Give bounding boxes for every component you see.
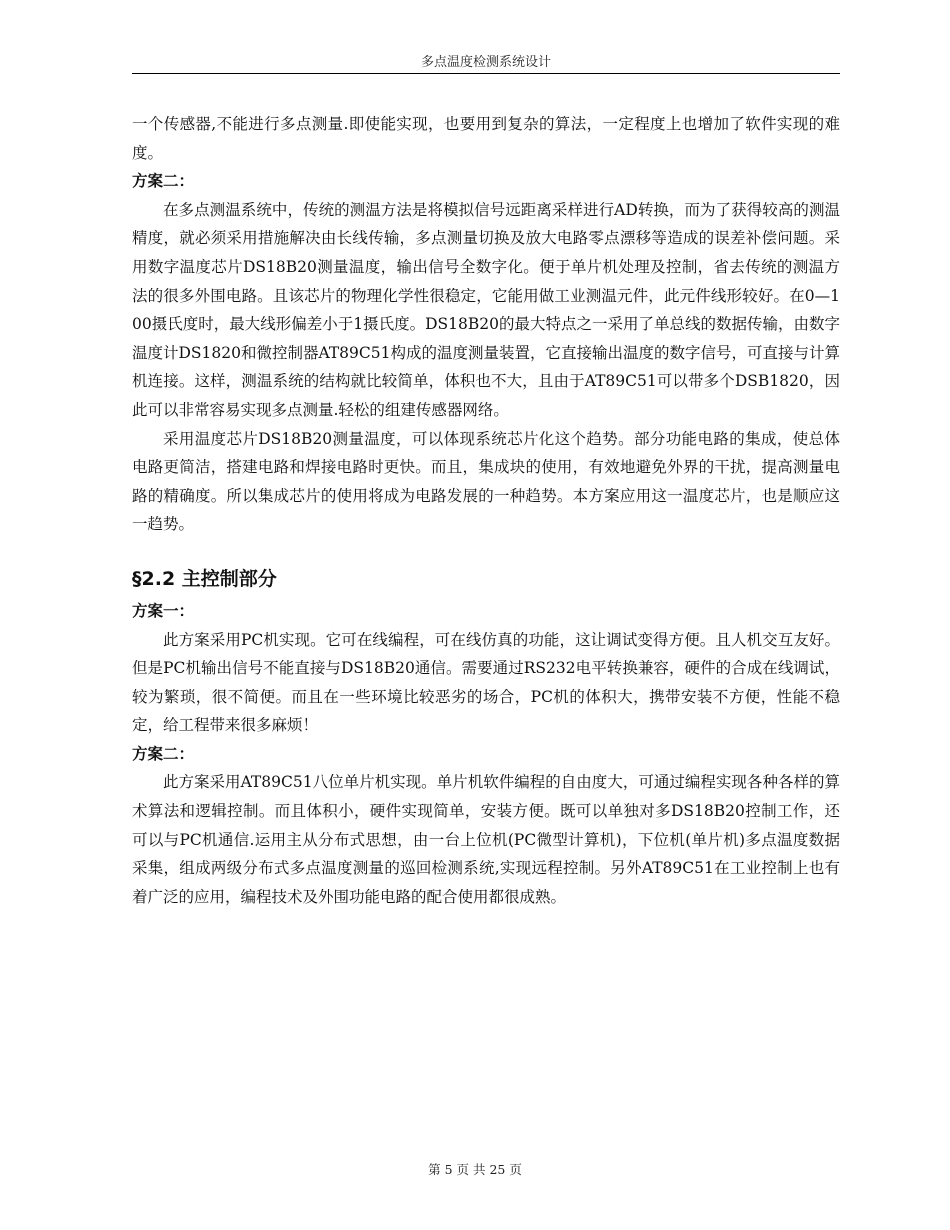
paragraph-plan-one-pc: 此方案采用PC机实现。它可在线编程，可在线仿真的功能，这让调试变得方便。且人机交互友好。但是PC机输出信号不能直接与DS18B20通信。需要通过RS232电平转换兼容，硬件的合成在线调试，较为繁琐，很不简便。而且在一些环境比较恶劣的场合，PC机的体积大，携带安装不方便，性能不稳定，给工程带来很多麻烦！ — [132, 630, 840, 735]
section-heading-main-control: §2.2 主控制部分 — [132, 567, 277, 590]
paragraph-plan-two-mcu: 此方案采用AT89C51八位单片机实现。单片机软件编程的自由度大，可通过编程实现各种各样的算术算法和逻辑控制。而且体积小，硬件实现简单，安装方便。既可以单独对多DS18B20控制工作，还可以与PC机通信.运用主从分布式思想，由一台上位机(PC微型计算机)，下位机(单片机)多点温度数据采集，组成两级分布式多点温度测量的巡回检测系统,实现远程控制。另外AT89C51在工业控制上也有着广泛的应用，编程技术及外围功能电路的配合使用都很成熟。 — [132, 773, 840, 906]
page-number: 第 5 页 共 25 页 — [428, 1162, 522, 1177]
page-header-title: 多点温度检测系统设计 — [420, 55, 551, 70]
paragraph-plan-two-sensor: 在多点测温系统中，传统的测温方法是将模拟信号远距离采样进行AD转换，而为了获得较高的测温精度，就必须采用措施解决由长线传输，多点测量切换及放大电路零点漂移等造成的误差补偿问题。采用数字温度芯片DS18B20测量温度，输出信号全数字化。便于单片机处理及控制，省去传统的测温方法的很多外围电路。且该芯片的物理化学性很稳定，它能用做工业测温元件，此元件线形较好。在0—100摄氏度时，最大线形偏差小于1摄氏度。DS18B20的最大特点之一采用了单总线的数据传输，由数字温度计DS1820和微控制器AT89C51构成的温度测量装置，它直接输出温度的数字信号，可直接与计算机连接。这样，测温系统的结构就比较简单，体积也不大，且由于AT89C51可以带多个DSB1820，因此可以非常容易实现多点测量.轻松的组建传感器网络。 — [132, 200, 840, 419]
plan-two-label-mcu: 方案二： — [132, 744, 195, 763]
header-divider — [132, 73, 840, 74]
paragraph-plan-two-trend: 采用温度芯片DS18B20测量温度，可以体现系统芯片化这个趋势。部分功能电路的集成，使总体电路更简洁，搭建电路和焊接电路时更快。而且，集成块的使用，有效地避免外界的干扰，提高测量电路的精确度。所以集成芯片的使用将成为电路发展的一种趋势。本方案应用这一温度芯片，也是顺应这一趋势。 — [132, 429, 840, 534]
document-body — [132, 110, 840, 911]
paragraph-continuation: 一个传感器,不能进行多点测量.即使能实现，也要用到复杂的算法，一定程度上也增加了软件实现的难度。 — [132, 115, 840, 162]
plan-one-label: 方案一： — [132, 601, 195, 620]
plan-two-label: 方案二： — [132, 172, 195, 191]
